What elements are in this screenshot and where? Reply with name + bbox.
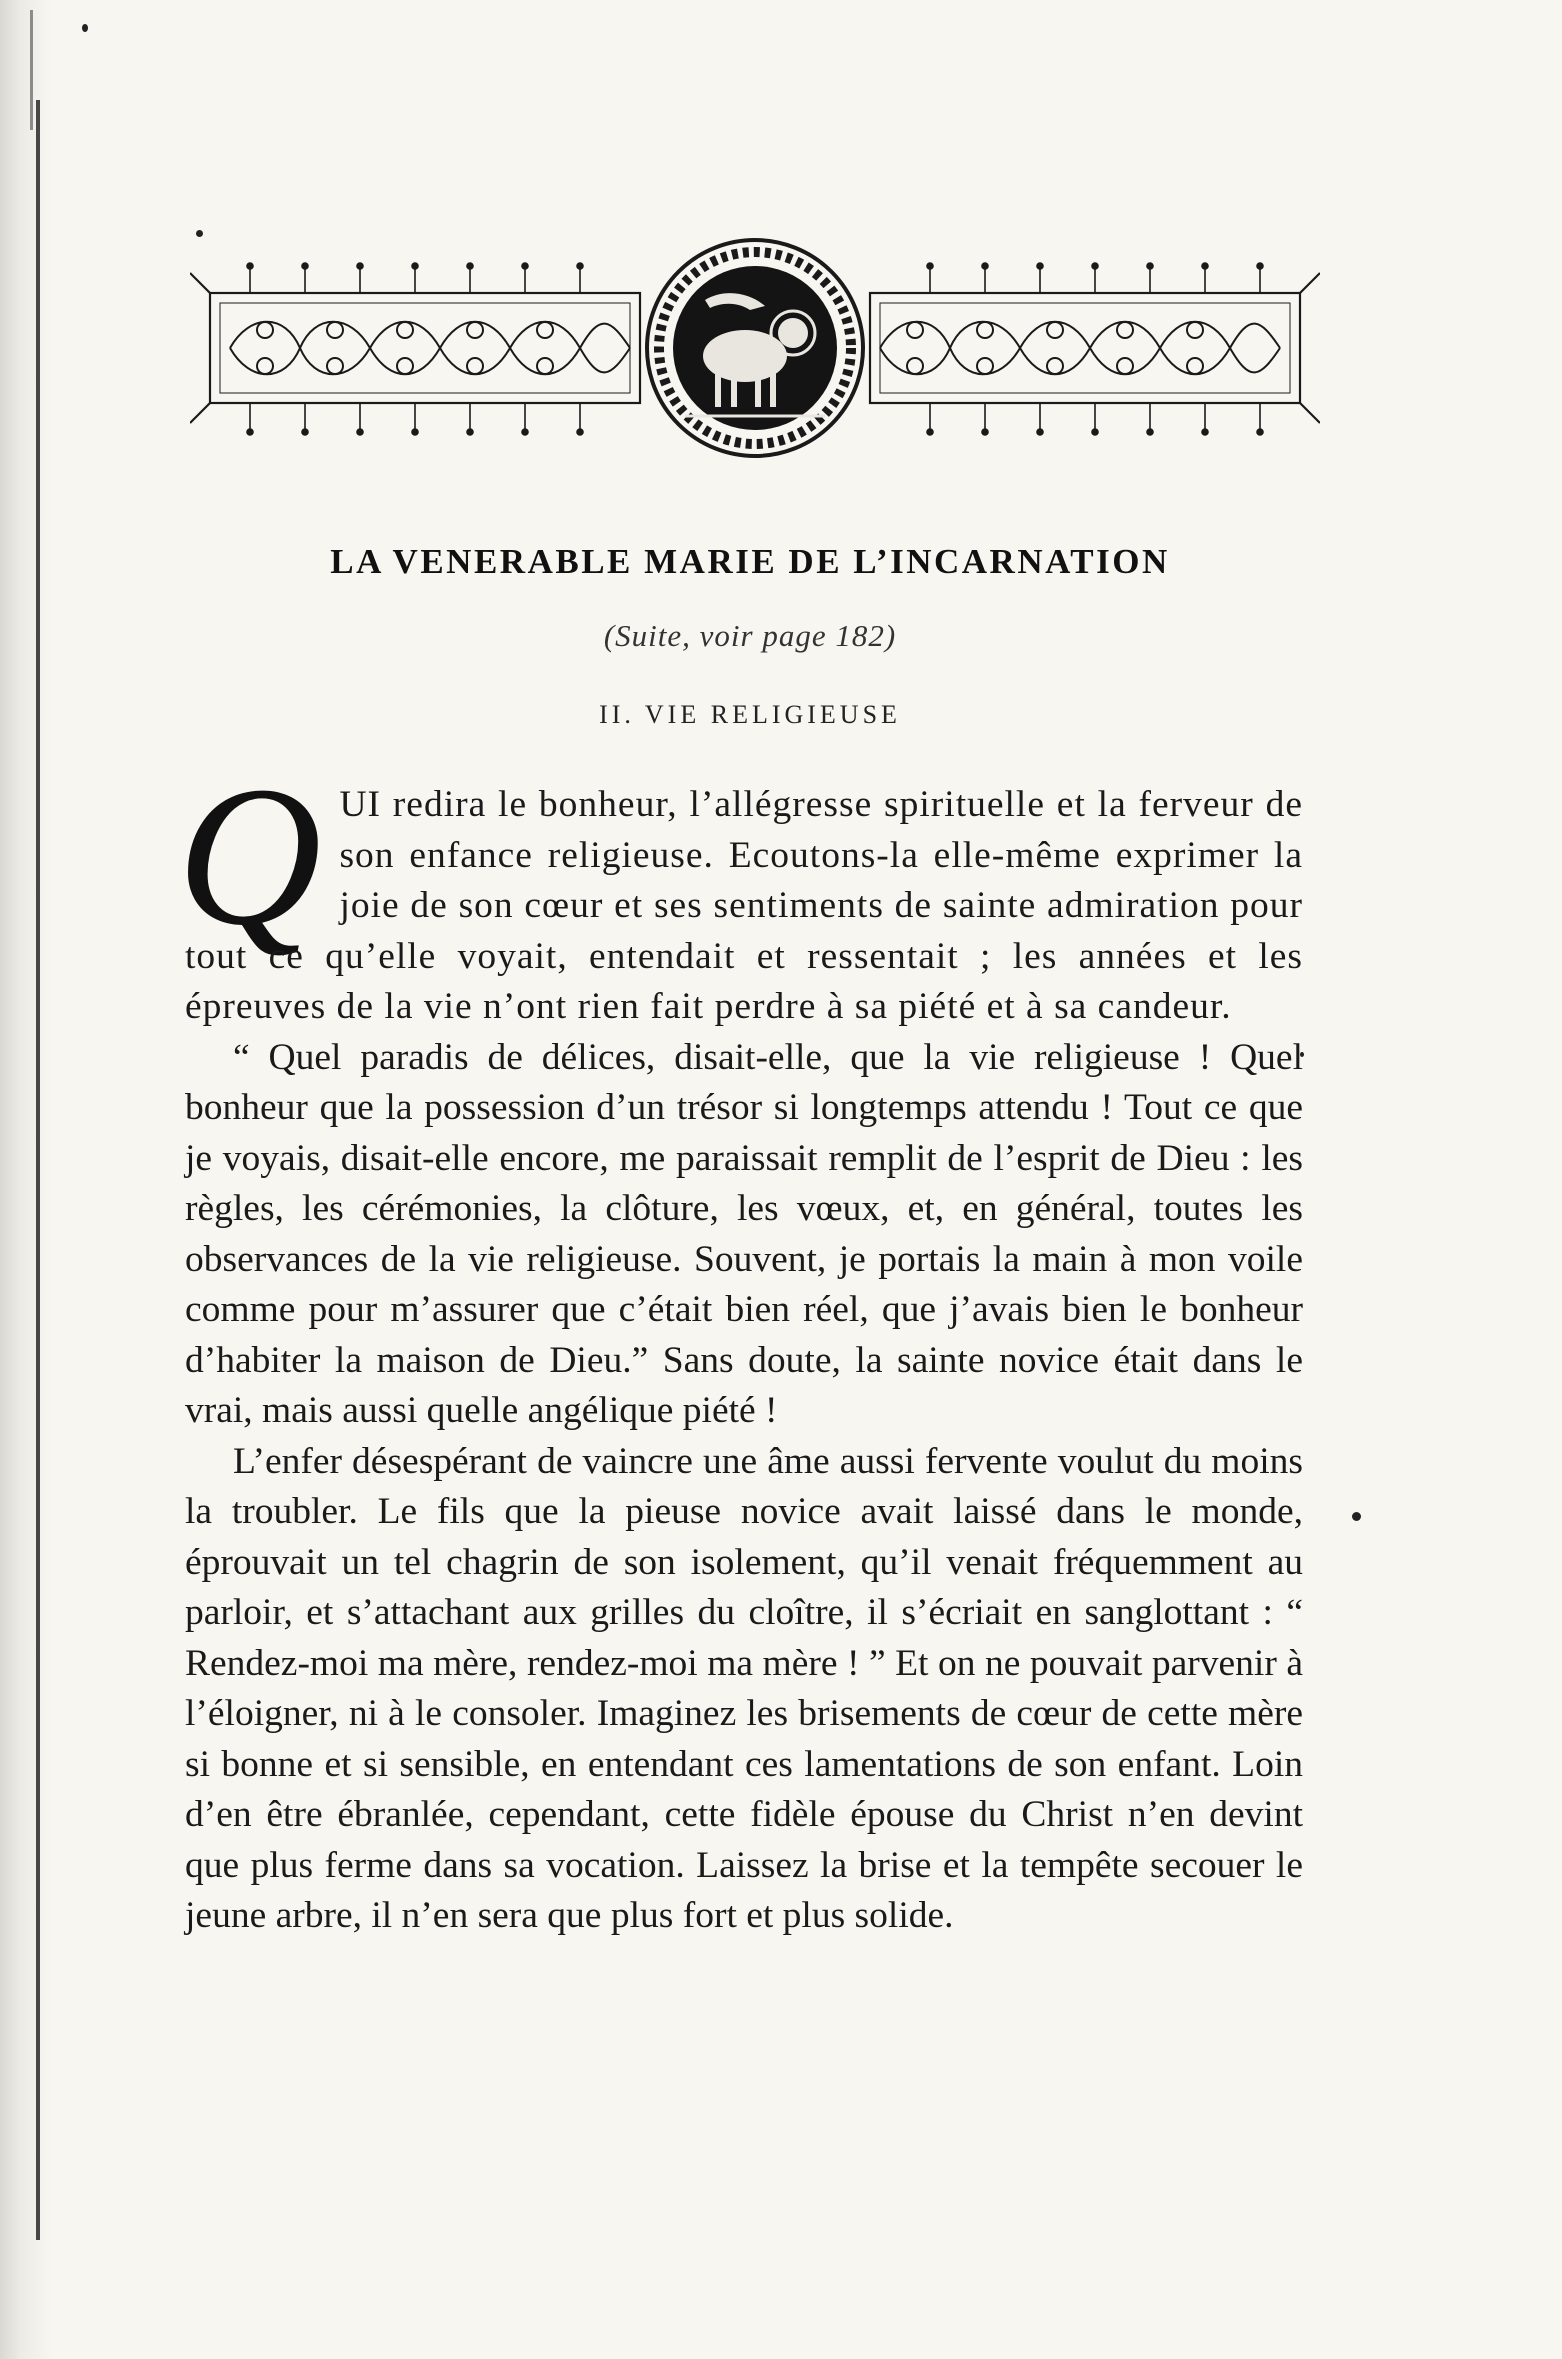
article-title: LA VENERABLE MARIE DE L’INCARNATION <box>330 542 1170 581</box>
paragraph-1 <box>177 746 1303 1033</box>
paragraph-3: L’enfer désespérant de vaincre une âme aussi fervente voulut du moins la troubler. Le fils que la pieuse novice avait laissé dans le monde, éprouvait un tel chagrin de son isolement, qu’il venait fréquemment au parloir, et s’attachant aux grilles du cloître, il s’écriait en sanglottant : “ Rendez-moi ma mère, rendez-moi ma mère ! ” Et on ne pouvait parvenir à l’éloigner, ni à le consoler. Imaginez les brisements de cœur de cette mère si bonne et si sensible, en entendant ces lamentations de son enfant. Loin d’en être ébranlée, cependant, cette fidèle épouse du Christ n’en devint que plus ferme dans sa vocation. Laissez la brise et la tempête secouer le jeune arbre, il n’en sera que plus fort et plus solide. <box>185 1440 1303 1936</box>
paragraph-2: “ Quel paradis de délices, disait-elle, que la vie religieuse ! Quel bonheur que la possession d’un trésor si longtemps attendu ! Tout ce que je voyais, disait-elle encore, me paraissait remplit de l’esprit de Dieu : les règles, les cérémonies, la clôture, les vœux, et, en général, toutes les observances de la vie religieuse. Souvent, je portais la main à mon voile comme pour m’assurer que c’était bien réel, que j’avais bien le bonheur d’habiter la maison de Dieu.” Sans doute, la sainte novice était dans le vrai, mais aussi quelle angélique piété ! <box>185 1036 1303 1431</box>
ink-speck <box>196 230 203 237</box>
binding-shadow <box>36 100 40 2240</box>
article-subtitle: (Suite, voir page 182) <box>603 618 897 653</box>
headpiece-ornament <box>190 238 1320 468</box>
drop-cap-letter: Q <box>177 746 322 967</box>
ink-speck <box>82 24 88 32</box>
article-body <box>177 746 1303 1942</box>
section-heading: II. VIE RELIGIEUSE <box>599 700 901 729</box>
paragraph-1-text: UI redira le bonheur, l’allégresse spirituelle et la ferveur de son enfance religieuse. Ecoutons-la elle-même exprimer la joie de son cœur et ses sentiments de sainte admiration pour tout ce qu’elle voyait, entendait et ressentait ; les années et les épreuves de la vie n’ont rien fait perdre à sa piété et à sa candeur. <box>185 784 1303 1027</box>
lamb-medallion-icon <box>647 240 863 456</box>
binding-shadow <box>30 10 33 130</box>
page-binding-edge <box>0 0 52 2359</box>
ink-speck <box>1352 1512 1361 1521</box>
